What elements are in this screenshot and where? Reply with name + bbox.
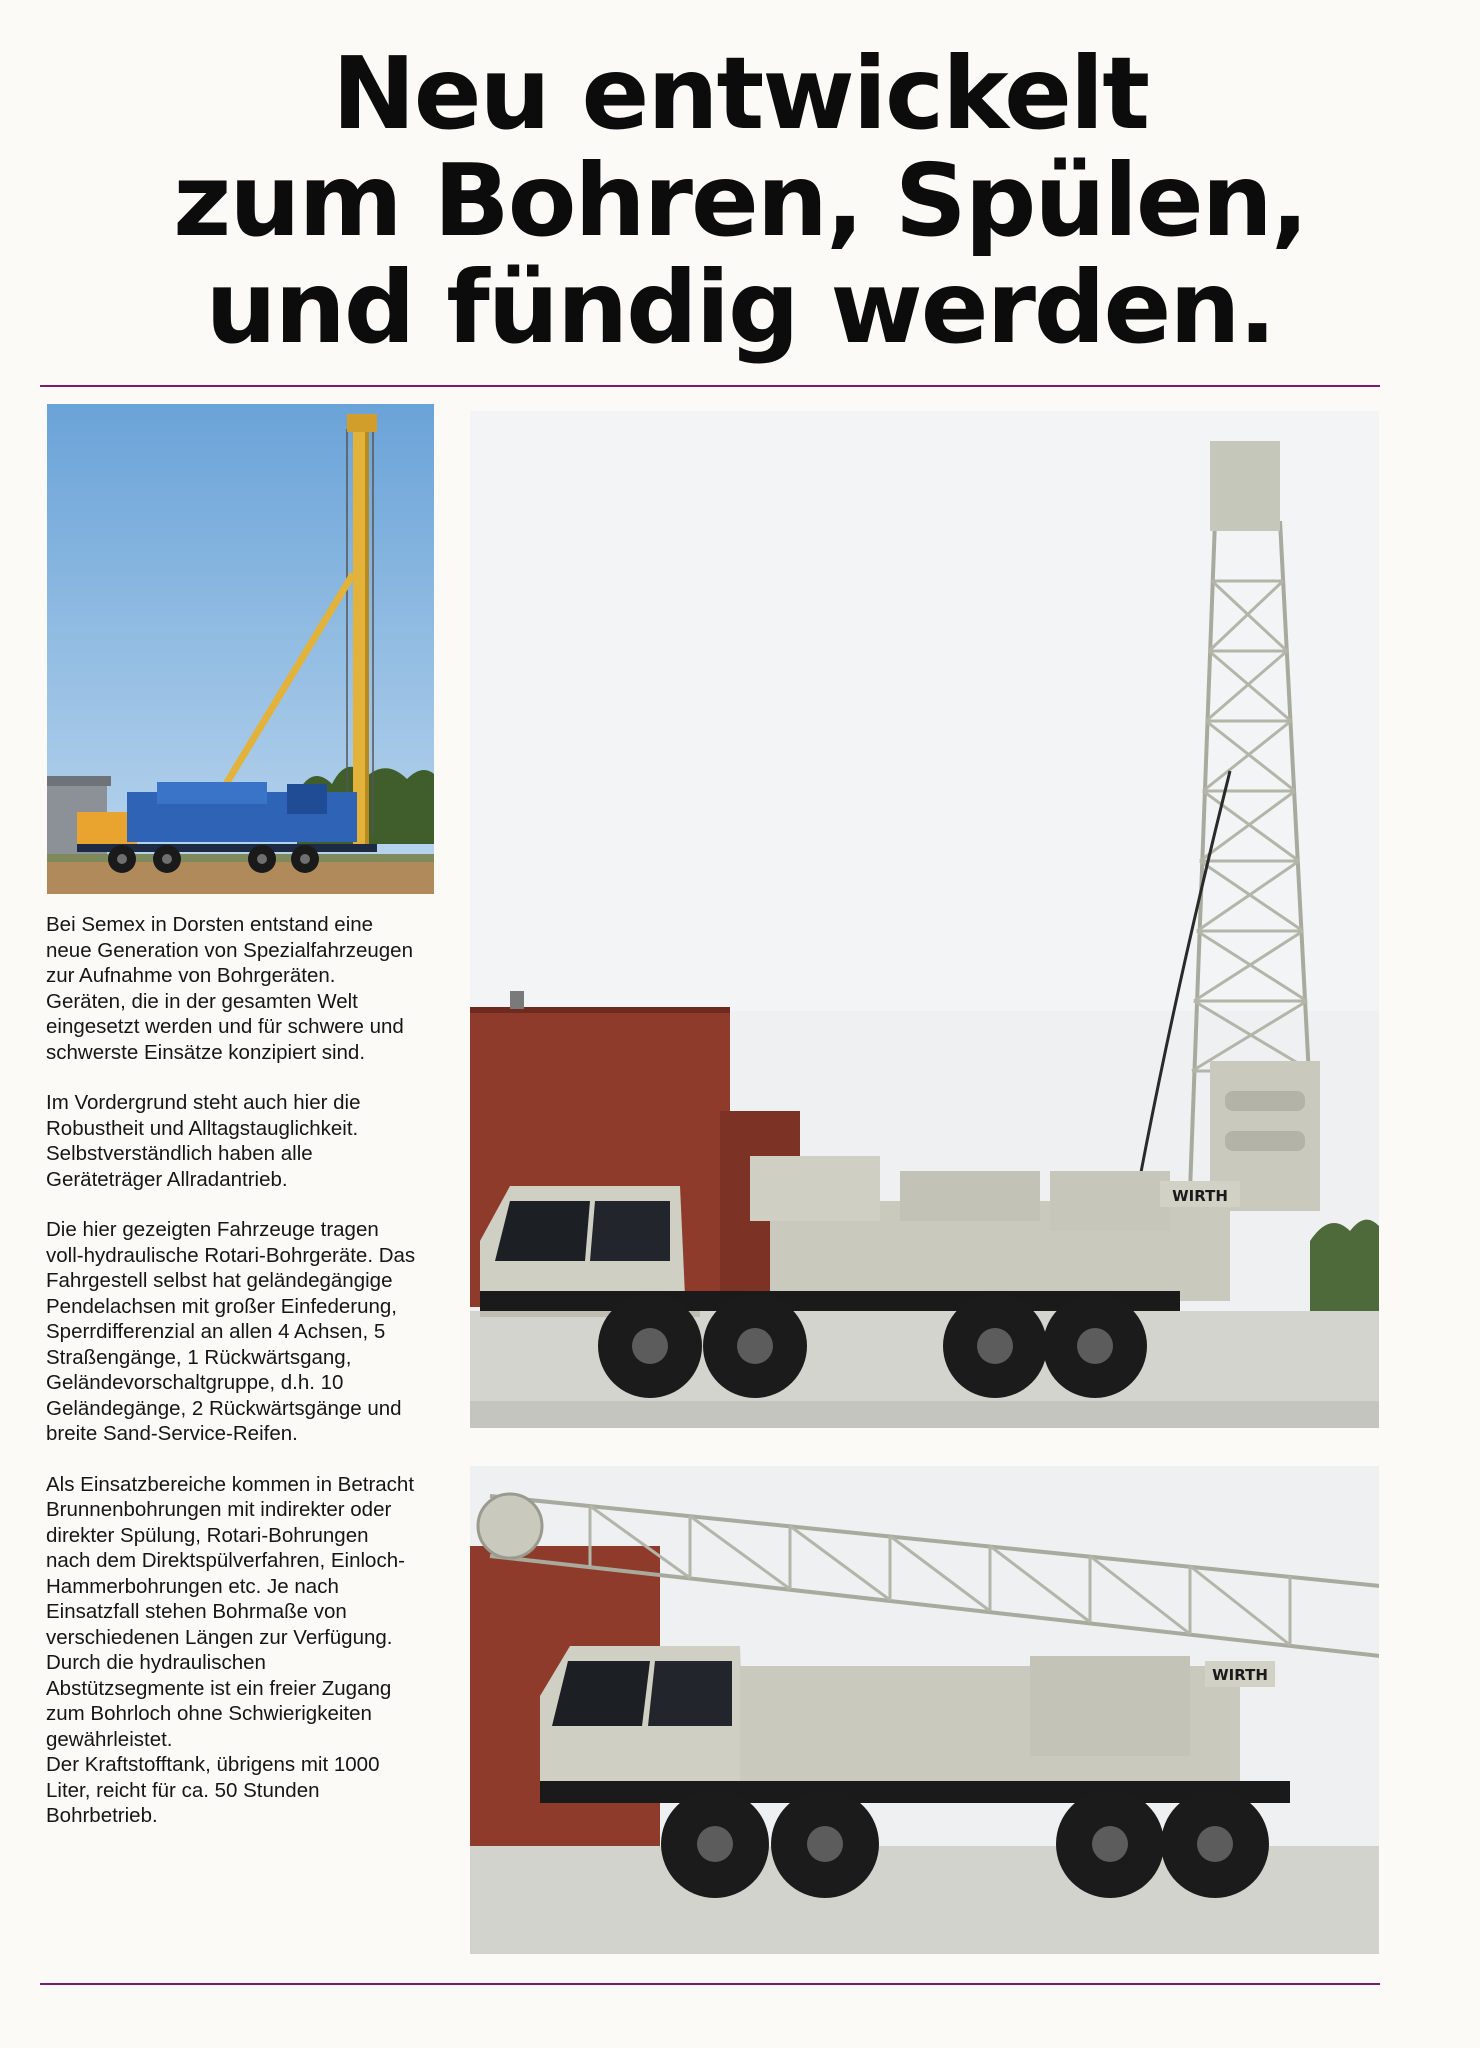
paragraph-robustness: Im Vordergrund steht auch hier die Robustheit und Alltagstauglichkeit. Selbstverständlich haben alle Geräteträger Allradantrieb. [46,1091,361,1191]
photo-rig-mast-lowered [470,1466,1379,1954]
wirth-logo-text: WIRTH [1172,1187,1228,1205]
bottom-divider [40,1983,1380,1985]
photo-yellow-rig [47,404,434,894]
paragraph-fuel-tank: Der Kraftstofftank, übrigens mit 1000 Liter, reicht für ca. 50 Stunden Bohrbetrieb. [46,1753,380,1827]
photo-rig-mast-raised [470,411,1379,1428]
headline-line-2: zum Bohren, Spülen, [173,142,1307,259]
rig-mast-raised-illustration [470,411,1379,1428]
headline-line-1: Neu entwickelt [332,35,1148,152]
top-divider [40,385,1380,387]
paragraph-intro: Bei Semex in Dorsten entstand eine neue Generation von Spezialfahrzeugen zur Aufnahme von Bohrgeräten. Geräten, die in der gesamten Welt eingesetzt werden und für schwere und schwerste Einsätze konzipiert sind. [46,913,413,1064]
yellow-rig-illustration [47,404,434,894]
wirth-logo-text-2: WIRTH [1212,1666,1268,1684]
headline-line-3: und fündig werden. [205,249,1275,366]
paragraph-applications: Als Einsatzbereiche kommen in Betracht Brunnenbohrungen mit indirekter oder direkter Spülung, Rotari-Bohrungen nach dem Direktspülverfahren, Einloch-Hammerbohrungen etc. Je nach Einsatzfall stehen Bohrmaße von verschiedenen Längen zur Verfügung. Durch die hydraulischen Abstützsegmente ist ein freier Zugang zum Bohrloch ohne Schwierigkeiten gewährleistet. [46,1472,415,1751]
headline [120,35,1360,366]
paragraph-drivetrain: Die hier gezeigten Fahrzeuge tragen voll-hydraulische Rotari-Bohrgeräte. Das Fahrgestell selbst hat geländegängige Pendelachsen mit großer Einfederung, Sperrdifferenzial an allen 4 Achsen, 5 Straßengänge, 1 Rückwärtsgang, Geländevorschaltgruppe, d.h. 10 Geländegänge, 2 Rückwärtsgänge und breite Sand-Service-Reifen. [46,1218,416,1445]
rig-mast-lowered-illustration [470,1466,1379,1954]
body-text [46,912,416,1854]
